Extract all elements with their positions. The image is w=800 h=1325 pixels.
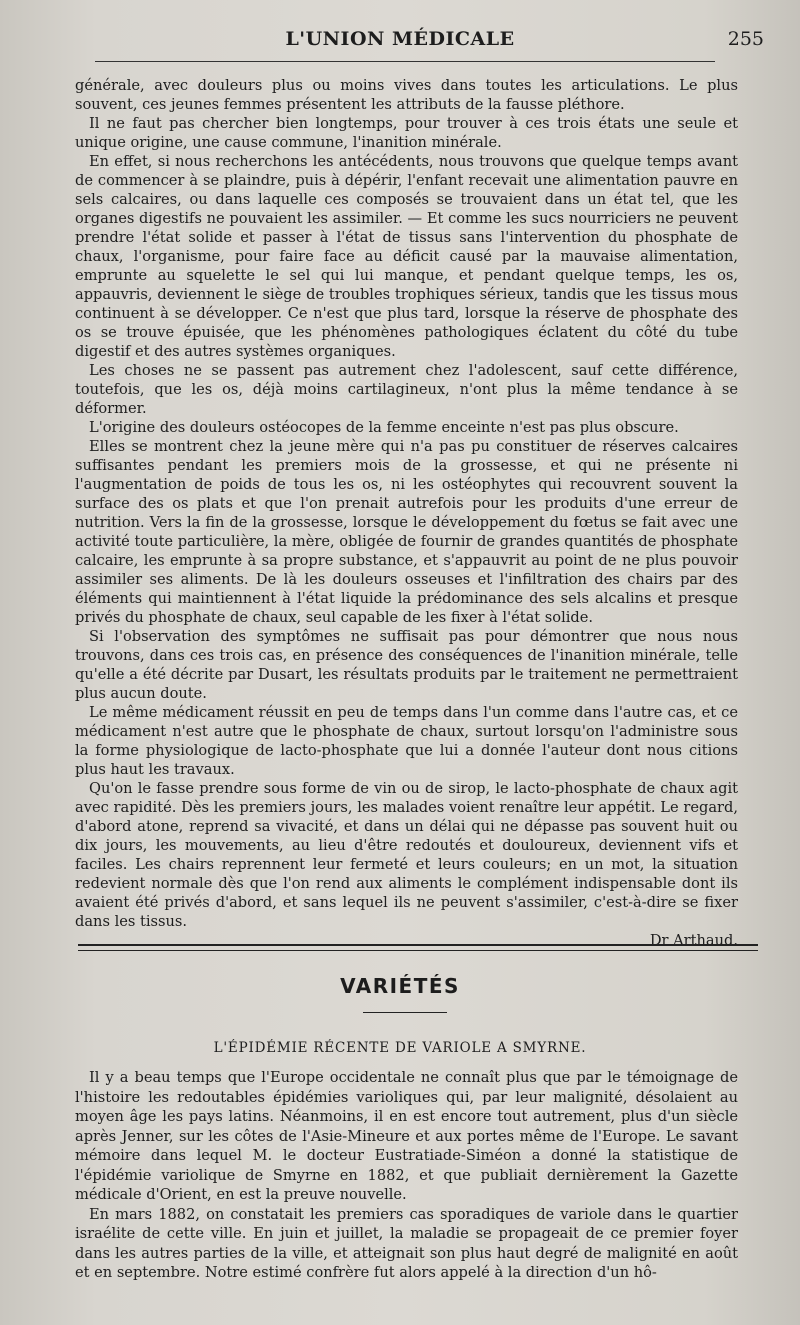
section-title-rule: [363, 1012, 447, 1013]
article-body-osteocopic-pains: [75, 76, 738, 950]
paragraph: L'origine des douleurs ostéocopes de la femme enceinte n'est pas plus obscure.: [89, 419, 679, 436]
journal-title: L'UNION MÉDICALE: [285, 28, 515, 50]
header-rule: [95, 61, 715, 62]
paragraph: En mars 1882, on constatait les premiers cas sporadiques de variole dans le quartier israélite de cette ville. En juin et juillet, la maladie se propageait de ce premier foyer dans les autres parties de la ville, et atteignait son plus haut degré de malignité en août et en septembre. Notre estimé confrère fut alors appelé à la direction d'un hô-: [75, 1205, 738, 1281]
running-head: [0, 28, 800, 54]
section-divider: [78, 944, 758, 951]
author-signature: Dr Arthaud.: [649, 932, 738, 949]
section-title: VARIÉTÉS: [340, 974, 460, 998]
article-body-smyrna-smallpox: [75, 1068, 738, 1283]
paragraph: générale, avec douleurs plus ou moins vives dans toutes les articulations. Le plus souvent, ces jeunes femmes présentent les attributs de la fausse pléthore.: [75, 77, 738, 113]
article-title: L'ÉPIDÉMIE RÉCENTE DE VARIOLE A SMYRNE.: [213, 1040, 587, 1056]
paragraph: Si l'observation des symptômes ne suffisait pas pour démontrer que nous nous trouvons, dans ces trois cas, en présence des conséquences de l'inanition minérale, telle qu'elle a été décrite par Dusart, les résultats produits par le traitement ne permettraient plus aucun doute.: [75, 628, 738, 702]
paragraph: Les choses ne se passent pas autrement chez l'adolescent, sauf cette différence, toutefois, que les os, déjà moins cartilagineux, n'ont plus la même tendance à se déformer.: [75, 362, 738, 417]
paragraph: Elles se montrent chez la jeune mère qui n'a pas pu constituer de réserves calcaires suffisantes pendant les premiers mois de la grossesse, et qui ne présente ni l'augmentation de poids de tous les os, ni les ostéophytes qui recouvrent souvent la surface des os plats et que l'on prenait autrefois pour les produits d'une erreur de nutrition. Vers la fin de la grossesse, lorsque le développement du fœtus se fait avec une activité toute particulière, la mère, obligée de fournir de grandes quantités de phosphate calcaire, les emprunte à sa propre substance, et s'appauvrit au point de ne plus pouvoir assimiler ses aliments. De là les douleurs osseuses et l'infiltration des chairs par des éléments qui maintiennent à l'état liquide la prédominance des sels alcalins et presque privés du phosphate de chaux, seul capable de les fixer à l'état solide.: [75, 438, 738, 626]
page-number: 255: [727, 28, 764, 50]
paragraph: En effet, si nous recherchons les antécédents, nous trouvons que quelque temps avant de commencer à se plaindre, puis à dépérir, l'enfant recevait une alimentation pauvre en sels calcaires, ou dans laquelle ces composés se trouvaient dans un état tel, que les organes digestifs ne pouvaient les assimiler. — Et comme les sucs nourriciers ne peuvent prendre l'état solide et passer à l'état de tissus sans l'intervention du phosphate de chaux, l'organisme, pour faire face au déficit causé par la mauvaise alimentation, emprunte au squelette le sel qui lui manque, et pendant quelque temps, les os, appauvris, deviennent le siège de troubles trophiques sérieux, tandis que les tissus mous continuent à se développer. Ce n'est que plus tard, lorsque la réserve de phosphate des os se trouve épuisée, que les phénomènes pathologiques éclatent du côté du tube digestif et des autres systèmes organiques.: [75, 153, 738, 360]
paragraph: Il ne faut pas chercher bien longtemps, pour trouver à ces trois états une seule et unique origine, une cause commune, l'inanition minérale.: [75, 115, 738, 151]
paragraph: Qu'on le fasse prendre sous forme de vin ou de sirop, le lacto-phosphate de chaux agit avec rapidité. Dès les premiers jours, les malades voient renaître leur appétit. Le regard, d'abord atone, reprend sa vivacité, et dans un délai qui ne dépasse pas souvent huit ou dix jours, les mouvements, au lieu d'être redoutés et douloureux, deviennent vifs et faciles. Les chairs reprennent leur fermeté et leurs couleurs; en un mot, la situation redevient normale dès que l'on rend aux aliments le complément indispensable dont ils avaient été privés d'abord, et sans lequel ils ne peuvent s'assimiler, c'est-à-dire se fixer dans les tissus.: [75, 780, 738, 930]
paragraph: Il y a beau temps que l'Europe occidentale ne connaît plus que par le témoignage de l'histoire les redoutables épidémies varioliques qui, par leur malignité, désolaient au moyen âge les pays latins. Néanmoins, il en est encore tout autrement, plus d'un siècle après Jenner, sur les côtes de l'Asie-Mineure et aux portes même de l'Europe. Le savant mémoire dans lequel M. le docteur Eustratiade-Siméon a donné la statistique de l'épidémie variolique de Smyrne en 1882, et que publiait dernièrement la Gazette médicale d'Orient, en est la preuve nouvelle.: [75, 1069, 738, 1203]
paragraph: Le même médicament réussit en peu de temps dans l'un comme dans l'autre cas, et ce médicament n'est autre que le phosphate de chaux, surtout lorsqu'on l'administre sous la forme physiologique de lacto-phosphate que lui a donnée l'auteur dont nous citions plus haut les travaux.: [75, 704, 738, 778]
